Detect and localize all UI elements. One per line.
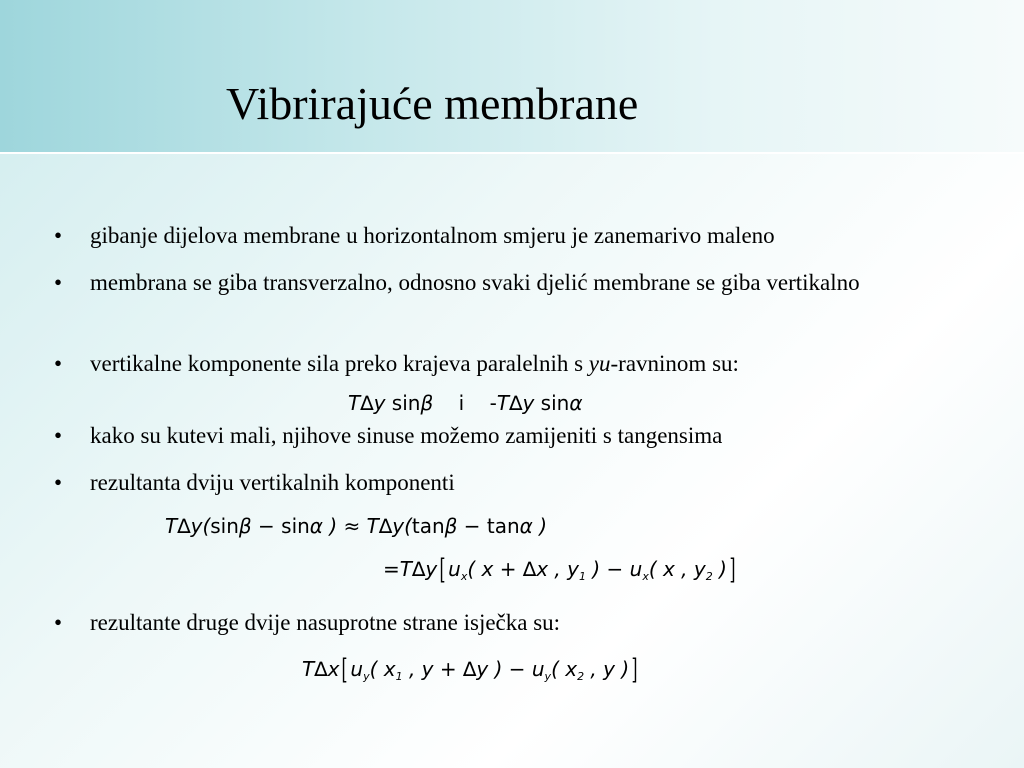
formula-4: T∆x[ $u_y$( $x_1$ , y + ∆y ) − $u_y$( $x_2$ , y )]: [302, 653, 638, 686]
bullet-text-4: kako su kutevi mali, njihove sinuse možemo zamijeniti s tangensima: [90, 423, 723, 448]
bullet-text-3-italic: yu: [588, 351, 611, 376]
bullet-text-2: membrana se giba transverzalno, odnosno svaki djelić membrane se giba vertikalno: [90, 270, 860, 295]
formula-3: =T∆y[ $u_x$( x + ∆x , $y_1$ ) − $u_x$( x , $y_2$ )]: [383, 553, 736, 586]
bullet-marker: •: [54, 270, 63, 295]
bullet-text-1: gibanje dijelova membrane u horizontalnom smjeru je zanemarivo maleno: [90, 223, 775, 248]
bullet-text-6: rezultante druge dvije nasuprotne strane isječka su:: [90, 610, 561, 635]
slide-title: Vibrirajuće membrane: [226, 78, 639, 129]
bullet-marker: •: [54, 610, 63, 635]
formula-2: T∆y(sinβ − sinα ) ≈ T∆y(tanβ − tanα ): [165, 514, 548, 538]
bullet-marker: •: [54, 223, 63, 248]
bullet-marker: •: [54, 470, 63, 495]
bullet-text-5: rezultanta dviju vertikalnih komponenti: [90, 470, 455, 495]
bullet-text-3-main: vertikalne komponente sila preko krajeva paralelnih s: [90, 351, 589, 376]
bullet-text-3: [90, 347, 967, 381]
formula-1: T∆y sinβ i -T∆y sinα: [348, 391, 583, 415]
bullet-marker: •: [54, 351, 63, 376]
bullet-marker: •: [54, 423, 63, 448]
bullet-text-3-suffix: -ravninom su:: [610, 351, 739, 376]
